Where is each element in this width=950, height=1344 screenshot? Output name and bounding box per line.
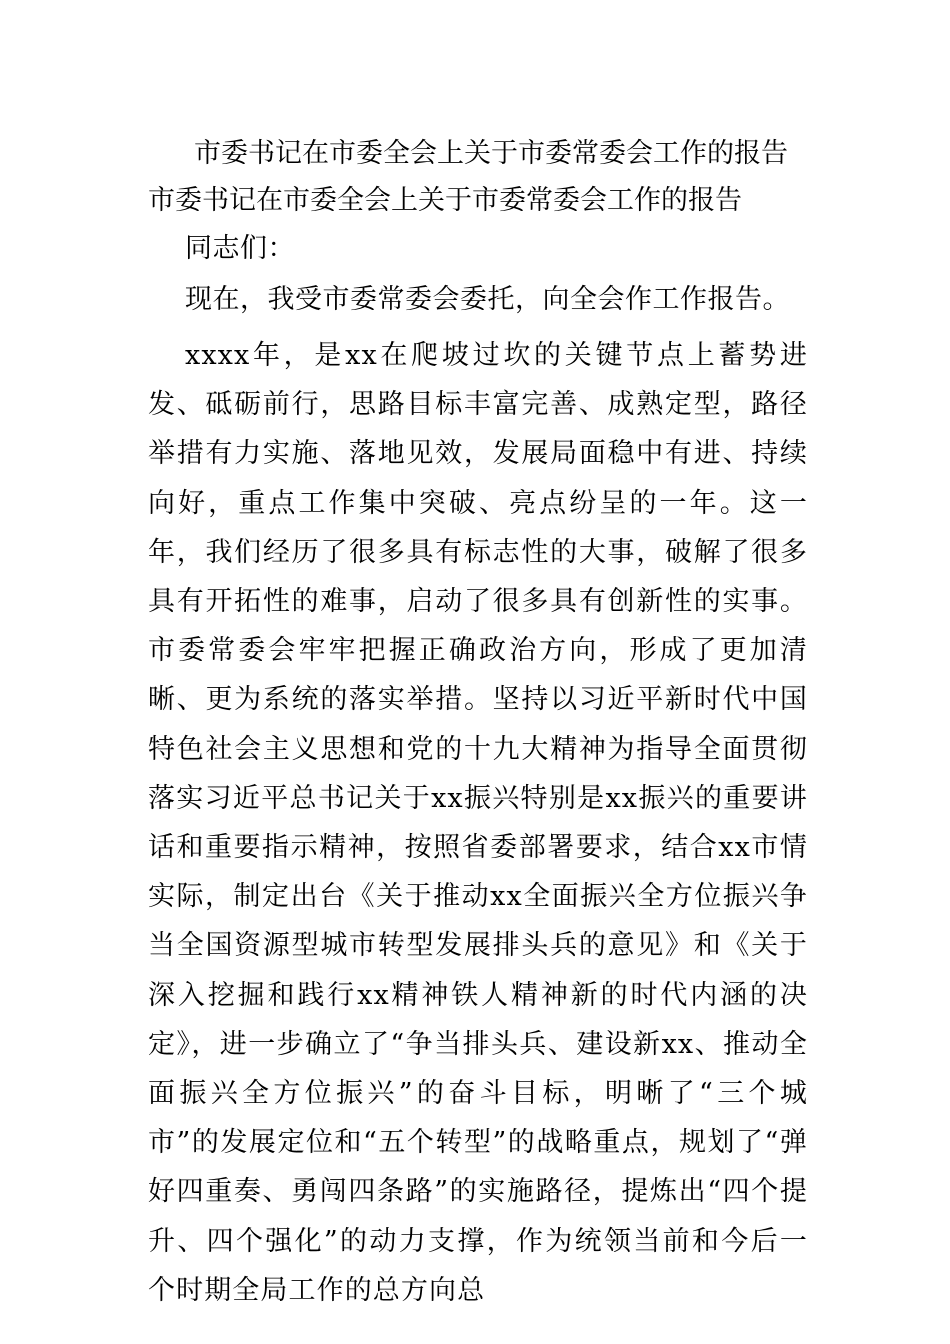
intro-paragraph: 现在，我受市委常委会委托，向全会作工作报告。 [185, 284, 790, 315]
document-subtitle: 市委书记在市委全会上关于市委常委会工作的报告 [148, 185, 742, 216]
body-paragraph: xxxx年，是xx在爬坡过坎的关键节点上蓄势进发、砥砺前行，思路目标丰富完善、成熟定型，路径举措有力实施、落地见效，发展局面稳中有进、持续向好，重点工作集中突破、亮点纷呈的一年。这一年，我们经历了很多具有标志性的大事，破解了很多具有开拓性的难事，启动了很多具有创新性的实事。市委常委会牢牢把握正确政治方向，形成了更加清晰、更为系统的落实举措。坚持以习近平新时代中国特色社会主义思想和党的十九大精神为指导全面贯彻落实习近平总书记关于xx振兴特别是xx振兴的重要讲话和重要指示精神，按照省委部署要求，结合xx市情实际，制定出台《关于推动xx全面振兴全方位振兴争当全国资源型城市转型发展排头兵的意见》和《关于深入挖掘和践行xx精神铁人精神新的时代内涵的决定》，进一步确立了“争当排头兵、建设新xx、推动全面振兴全方位振兴”的奋斗目标，明晰了“三个城市”的发展定位和“五个转型”的战略重点，规划了“弹好四重奏、勇闯四条路”的实施路径，提炼出“四个提升、四个强化”的动力支撑，作为统领当前和今后一个时期全局工作的总方向总 [148, 340, 808, 1306]
document-title: 市委书记在市委全会上关于市委常委会工作的报告 [194, 138, 788, 169]
greeting: 同志们： [185, 233, 295, 264]
